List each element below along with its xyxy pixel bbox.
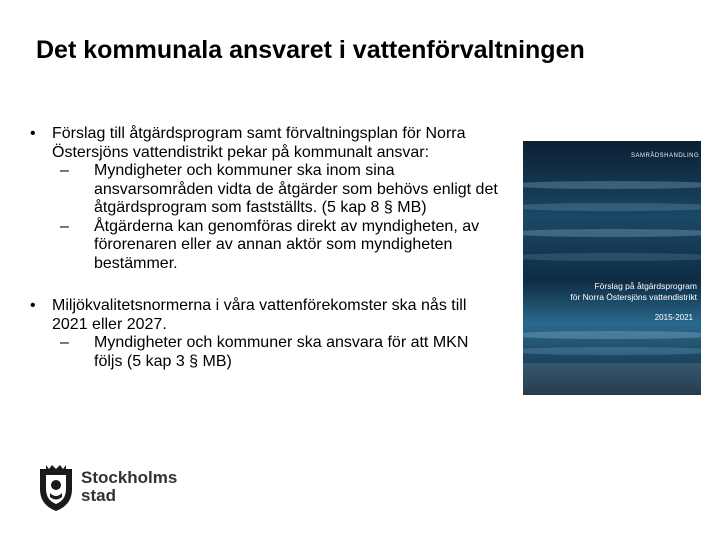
cover-title-line: för Norra Östersjöns vattendistrikt xyxy=(570,292,697,302)
sub-bullet-text: Åtgärderna kan genomföras direkt av myndigheten, av förorenaren eller av annan aktör som myndigheten bestämmer. xyxy=(94,217,480,272)
cover-title-line: Förslag på åtgärdsprogram xyxy=(594,281,697,291)
bullet-text: Miljökvalitetsnormerna i våra vattenförekomster ska nås till 2021 eller 2027. xyxy=(52,297,467,333)
bullet-list xyxy=(30,125,500,371)
sub-bullet-mark: – xyxy=(60,217,69,235)
sub-bullet-text: Myndigheter och kommuner ska inom sina ansvarsområden vidta de åtgärder som behövs enligt det åtgärdsprogram som fastställts. (5 kap 8 § MB) xyxy=(94,162,498,216)
bullet-mark: • xyxy=(30,125,36,142)
sub-bullet-item xyxy=(30,334,500,371)
logo-line: stad xyxy=(81,486,116,505)
bullet-text: Förslag till åtgärdsprogram samt förvaltningsplan för Norra Östersjöns vattendistrikt pekar på kommunalt ansvar: xyxy=(52,125,466,161)
cover-top-label: SAMRÅDSHANDLING xyxy=(631,153,700,159)
cover-years: 2015-2021 xyxy=(654,313,693,322)
sub-bullet-text: Myndigheter och kommuner ska ansvara för att MKN följs (5 kap 3 § MB) xyxy=(94,334,469,370)
sub-bullet-mark: – xyxy=(60,162,69,179)
logo-line: Stockholms xyxy=(81,468,178,487)
cover-title xyxy=(531,281,697,303)
bullet-item xyxy=(30,297,500,334)
cover-footer-band xyxy=(523,363,701,395)
sub-bullet-item xyxy=(30,218,500,274)
bullet-item xyxy=(30,125,500,162)
report-cover-image xyxy=(523,141,701,395)
slide-title: Det kommunala ansvaret i vattenförvaltningen xyxy=(36,36,585,64)
city-crest-icon xyxy=(36,463,76,513)
logo-wordmark xyxy=(81,469,177,505)
sub-bullet-item xyxy=(30,162,500,218)
stockholms-stad-logo xyxy=(36,463,176,513)
sub-bullet-mark: – xyxy=(60,334,69,351)
bullet-mark: • xyxy=(30,297,36,314)
